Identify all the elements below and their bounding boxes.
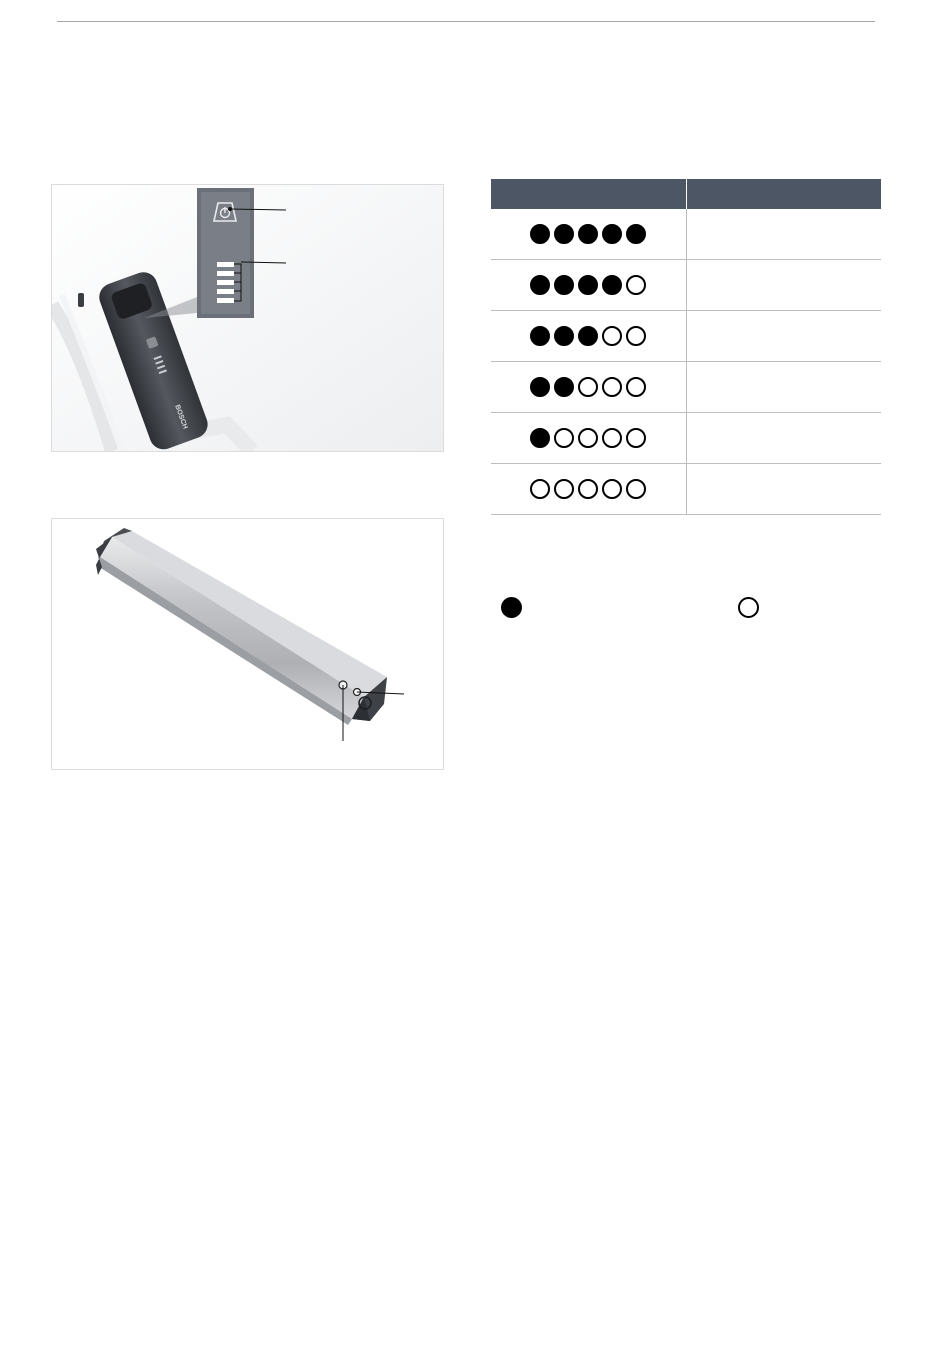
- table-row: [491, 464, 881, 515]
- led-lit-icon: [626, 224, 646, 244]
- led-lit-icon: [578, 326, 598, 346]
- led-unlit-icon: [602, 326, 622, 346]
- led-lit-icon: [602, 224, 622, 244]
- led-lit-icon: [530, 275, 550, 295]
- led-lit-icon: [530, 377, 550, 397]
- led-unlit-icon: [530, 479, 550, 499]
- table-row: [491, 362, 881, 413]
- led-lit-icon: [578, 275, 598, 295]
- led-unlit-icon: [626, 326, 646, 346]
- led-unlit-icon: [602, 377, 622, 397]
- table-header-cell: [491, 179, 686, 209]
- led-unlit-icon: [626, 275, 646, 295]
- led-unlit-icon: [554, 479, 574, 499]
- led-pattern-cell: [491, 413, 686, 464]
- led-lit-icon: [554, 275, 574, 295]
- led-unlit-icon: [602, 479, 622, 499]
- charge-level-label: [686, 311, 881, 362]
- led-pattern: [530, 224, 646, 244]
- led-lit-icon: [554, 326, 574, 346]
- charge-level-label: [686, 260, 881, 311]
- battery-mounted-illustration: [52, 185, 443, 451]
- led-unlit-icon: [626, 377, 646, 397]
- led-lit-icon: [554, 377, 574, 397]
- charge-level-label: [686, 464, 881, 515]
- led-pattern-cell: [491, 311, 686, 362]
- led-lit-icon: [530, 326, 550, 346]
- led-pattern: [530, 275, 646, 295]
- led-lit-icon: [602, 275, 622, 295]
- led-unlit-icon: [578, 479, 598, 499]
- led-pattern-cell: [491, 464, 686, 515]
- table-row: [491, 311, 881, 362]
- figure-battery-tube: [51, 518, 444, 770]
- figure-battery-mounted: [51, 184, 444, 452]
- led-pattern: [530, 377, 646, 397]
- top-rule: [57, 21, 875, 22]
- led-unlit-icon: [554, 428, 574, 448]
- led-unlit-icon: [626, 479, 646, 499]
- led-pattern: [530, 428, 646, 448]
- bosch-logo-icon: BOSCH: [173, 403, 189, 431]
- led-pattern: [530, 326, 646, 346]
- led-unlit-icon: [626, 428, 646, 448]
- table-row: [491, 209, 881, 260]
- led-pattern-cell: [491, 362, 686, 413]
- table-row: [491, 413, 881, 464]
- battery-tube-illustration: [52, 519, 443, 769]
- table-header-row: [491, 179, 881, 209]
- led-unlit-icon: [578, 377, 598, 397]
- led-pattern-cell: [491, 209, 686, 260]
- table-header-cell: [686, 179, 881, 209]
- charge-level-table: [491, 179, 881, 515]
- led-pattern: [530, 479, 646, 499]
- led-lit-icon: [501, 597, 522, 618]
- table-row: [491, 260, 881, 311]
- led-pattern-cell: [491, 260, 686, 311]
- led-lit-icon: [578, 224, 598, 244]
- led-unlit-icon: [578, 428, 598, 448]
- led-unlit-icon: [738, 597, 759, 618]
- led-lit-icon: [530, 224, 550, 244]
- led-unlit-icon: [602, 428, 622, 448]
- led-lit-icon: [554, 224, 574, 244]
- charge-level-label: [686, 362, 881, 413]
- charge-level-label: [686, 413, 881, 464]
- led-lit-icon: [530, 428, 550, 448]
- charge-level-label: [686, 209, 881, 260]
